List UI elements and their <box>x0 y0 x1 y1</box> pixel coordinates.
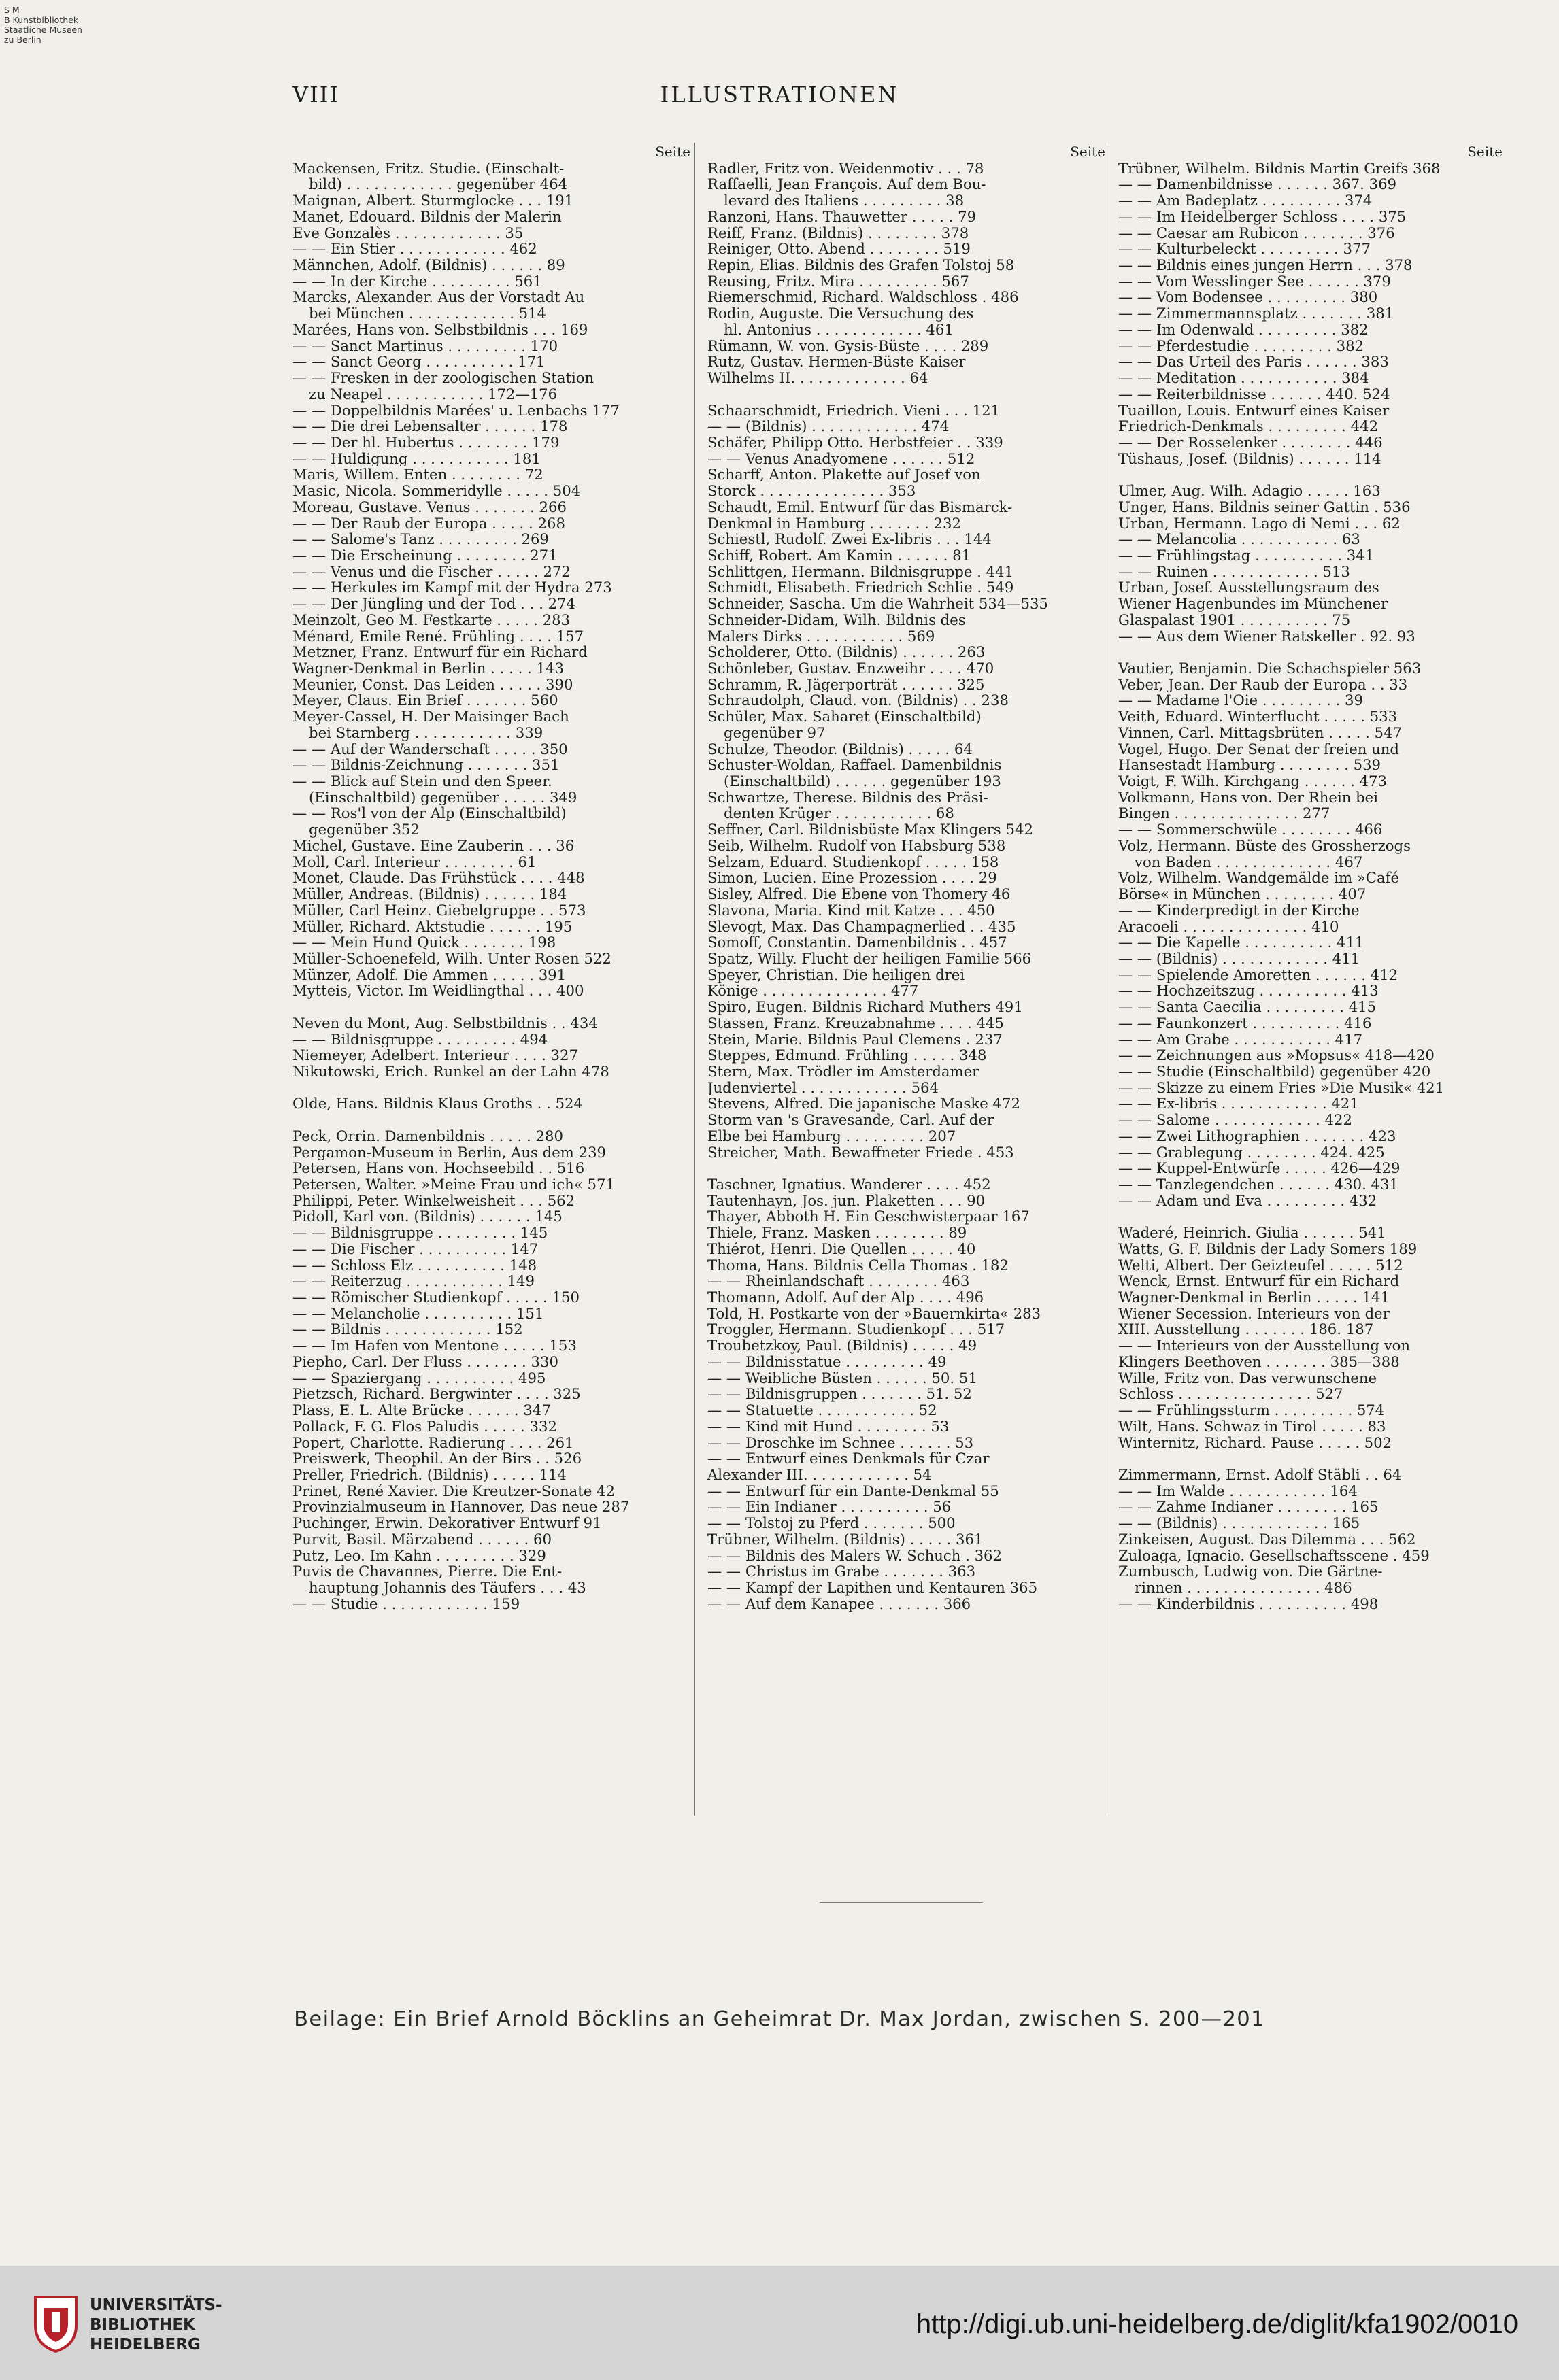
index-entry: — — Sommerschwüle . . . . . . . . 466 <box>1118 821 1383 838</box>
index-entry: — — Aus dem Wiener Ratskeller . 92. 93 <box>1118 628 1415 645</box>
university-name-line: BIBLIOTHEK <box>90 2316 195 2334</box>
index-entry: — — In der Kirche . . . . . . . . . 561 <box>292 273 542 290</box>
index-entry: Wagner-Denkmal in Berlin . . . . . 141 <box>1118 1289 1390 1306</box>
index-entry: — — Spielende Amoretten . . . . . . 412 <box>1118 966 1398 983</box>
index-entry: Puchinger, Erwin. Dekorativer Entwurf 91 <box>292 1515 602 1531</box>
index-entry: — — Frühlingssturm . . . . . . . . . 574 <box>1118 1402 1385 1418</box>
index-entry: Steppes, Edmund. Frühling . . . . . 348 <box>707 1047 987 1064</box>
index-entry: Olde, Hans. Bildnis Klaus Groths . . 524 <box>292 1095 583 1112</box>
letter-gap <box>707 386 1105 403</box>
index-entry: — — Grablegung . . . . . . . . 424. 425 <box>1118 1144 1385 1161</box>
digitization-footer <box>0 2266 1559 2380</box>
index-entry: Manet, Edouard. Bildnis der Malerin <box>292 208 562 225</box>
index-entry: — — Caesar am Rubicon . . . . . . . 376 <box>1118 224 1395 241</box>
index-entry: — — Faunkonzert . . . . . . . . . . 416 <box>1118 1015 1372 1032</box>
index-entry: — — Doppelbildnis Marées' u. Lenbachs 177 <box>292 402 620 419</box>
index-entry: Schneider-Didam, Wilh. Bildnis des <box>707 611 966 628</box>
index-entry: — — Römischer Studienkopf . . . . . 150 <box>292 1289 580 1306</box>
index-entry: bei Starnberg . . . . . . . . . . . 339 <box>309 724 543 741</box>
index-entry: — — Statuette . . . . . . . . . . . 52 <box>707 1402 937 1418</box>
index-entry: Taschner, Ignatius. Wanderer . . . . 452 <box>707 1176 991 1193</box>
letter-gap <box>292 999 690 1015</box>
index-entry: Seffner, Carl. Bildnisbüste Max Klingers 542 <box>707 821 1033 838</box>
index-entry: Hansestadt Hamburg . . . . . . . . 539 <box>1118 757 1381 774</box>
index-entry: Moreau, Gustave. Venus . . . . . . . 266 <box>292 498 567 515</box>
index-entry: — — Bildnisgruppen . . . . . . . 51. 52 <box>707 1386 972 1403</box>
index-entry: — — Reiterzug . . . . . . . . . . . 149 <box>292 1273 535 1290</box>
stamp-line: B Kunstbibliothek <box>4 14 79 25</box>
index-entry: — — Bildnis . . . . . . . . . . . . 152 <box>292 1321 523 1338</box>
page-number: VIII <box>292 82 340 107</box>
index-entry: bei München . . . . . . . . . . . . 514 <box>309 305 547 322</box>
index-entry: Volz, Wilhelm. Wandgemälde im »Café <box>1118 870 1399 887</box>
letter-gap <box>292 1080 690 1096</box>
index-entry: Elbe bei Hamburg . . . . . . . . . 207 <box>707 1127 956 1144</box>
index-entry: Schmidt, Elisabeth. Friedrich Schlie . 549 <box>707 579 1014 596</box>
index-entry: Schramm, R. Jägerporträt . . . . . . 325 <box>707 676 985 693</box>
seite-label: Seite <box>1070 143 1105 160</box>
index-entry: Selzam, Eduard. Studienkopf . . . . . 158 <box>707 853 999 870</box>
index-entry: — — (Bildnis) . . . . . . . . . . . . 411 <box>1118 950 1360 967</box>
index-entry: Waderé, Heinrich. Giulia . . . . . . 541 <box>1118 1225 1386 1241</box>
index-entry: Müller, Carl Heinz. Giebelgruppe . . 573 <box>292 902 586 919</box>
index-entry: Marées, Hans von. Selbstbildnis . . . 169 <box>292 321 588 338</box>
index-entry: Zuloaga, Ignacio. Gesellschaftsscene . 459 <box>1118 1547 1430 1564</box>
index-entry: Reiff, Franz. (Bildnis) . . . . . . . . 378 <box>707 224 969 241</box>
index-entry: Pollack, F. G. Flos Paludis . . . . . 332 <box>292 1418 557 1435</box>
university-name-line: UNIVERSITÄTS- <box>90 2296 222 2314</box>
index-entry: Schloss . . . . . . . . . . . . . . . 527 <box>1118 1386 1343 1403</box>
index-entry: Schuster-Woldan, Raffael. Damenbildnis <box>707 757 1002 774</box>
index-entry: Scharff, Anton. Plakette auf Josef von <box>707 466 981 483</box>
index-entry: Schönleber, Gustav. Enzweihr . . . . 470 <box>707 660 994 677</box>
index-entry: — — Im Hafen von Mentone . . . . . 153 <box>292 1338 577 1354</box>
index-entry: zu Neapel . . . . . . . . . . . 172—176 <box>309 386 558 403</box>
index-entry: — — Die drei Lebensalter . . . . . . 178 <box>292 418 568 435</box>
index-entry: Simon, Lucien. Eine Prozession . . . . 29 <box>707 870 997 887</box>
index-entry: von Baden . . . . . . . . . . . . . 467 <box>1135 853 1363 870</box>
index-entry: Müller, Richard. Aktstudie . . . . . . 195 <box>292 918 573 935</box>
index-entry: Putz, Leo. Im Kahn . . . . . . . . . 329 <box>292 1547 546 1564</box>
index-entry: — — Skizze zu einem Fries »Die Musik« 421 <box>1118 1079 1445 1096</box>
index-entry: Metzner, Franz. Entwurf für ein Richard <box>292 644 588 660</box>
index-entry: — — Meditation . . . . . . . . . . . 384 <box>1118 370 1369 386</box>
index-entry: — — Bildnisstatue . . . . . . . . . 49 <box>707 1353 947 1370</box>
index-entry: Voigt, F. Wilh. Kirchgang . . . . . . 473 <box>1118 773 1388 789</box>
index-entry: Popert, Charlotte. Radierung . . . . 261 <box>292 1434 574 1451</box>
university-name-line: HEIDELBERG <box>90 2336 201 2353</box>
index-entry: — — Sanct Georg . . . . . . . . . . 171 <box>292 354 546 371</box>
index-entry: Rodin, Auguste. Die Versuchung des <box>707 305 974 322</box>
index-entry: Tüshaus, Josef. (Bildnis) . . . . . . 114 <box>1118 450 1381 467</box>
university-name <box>90 2296 222 2355</box>
index-entry: Troggler, Hermann. Studienkopf . . . 517 <box>707 1321 1005 1338</box>
index-entry: — — Kind mit Hund . . . . . . . . 53 <box>707 1418 950 1435</box>
index-entry: — — Venus Anadyomene . . . . . . 512 <box>707 450 975 467</box>
index-entry: — — Zeichnungen aus »Mopsus« 418—420 <box>1118 1047 1435 1064</box>
letter-gap <box>1118 1450 1503 1467</box>
index-entry: — — Ein Indianer . . . . . . . . . . 56 <box>707 1499 952 1516</box>
index-entry: — — Ein Stier . . . . . . . . . . . . 462 <box>292 241 537 258</box>
index-entry: Niemeyer, Adelbert. Interieur . . . . 327 <box>292 1047 578 1064</box>
index-entry: — — Bildnisgruppe . . . . . . . . . 145 <box>292 1225 548 1241</box>
library-stamp <box>4 5 82 45</box>
index-entry: Männchen, Adolf. (Bildnis) . . . . . . 89 <box>292 257 565 273</box>
index-entry: — — Weibliche Büsten . . . . . . 50. 51 <box>707 1370 977 1387</box>
letter-gap <box>292 1112 690 1128</box>
index-entry: — — (Bildnis) . . . . . . . . . . . . 474 <box>707 418 950 435</box>
index-entry: — — Salome . . . . . . . . . . . . 422 <box>1118 1112 1352 1128</box>
index-entry: — — Auf der Wanderschaft . . . . . 350 <box>292 741 568 758</box>
index-entry: Plass, E. L. Alte Brücke . . . . . . 347 <box>292 1402 551 1418</box>
index-entry: Vogel, Hugo. Der Senat der freien und <box>1118 741 1399 758</box>
index-entry: Volkmann, Hans von. Der Rhein bei <box>1118 789 1378 806</box>
index-entry: Wagner-Denkmal in Berlin . . . . . 143 <box>292 660 564 677</box>
index-entry: hl. Antonius . . . . . . . . . . . . 461 <box>724 321 954 338</box>
index-entry: Eve Gonzalès . . . . . . . . . . . . 35 <box>292 224 524 241</box>
index-entry: — — Hochzeitszug . . . . . . . . . . 413 <box>1118 983 1379 1000</box>
index-entry: — — Adam und Eva . . . . . . . . . 432 <box>1118 1192 1377 1209</box>
index-entry: Stassen, Franz. Kreuzabnahme . . . . 445 <box>707 1015 1004 1032</box>
index-entry: — — Kulturbeleckt . . . . . . . . . 377 <box>1118 241 1371 258</box>
index-entry: Wille, Fritz von. Das verwunschene <box>1118 1370 1377 1387</box>
index-entry: (Einschaltbild) . . . . . . gegenüber 193 <box>724 773 1001 789</box>
index-entry: — — Studie . . . . . . . . . . . . 159 <box>292 1595 520 1612</box>
index-entry: Riemerschmid, Richard. Waldschloss . 486 <box>707 289 1019 306</box>
index-entry: Friedrich-Denkmals . . . . . . . . . 442 <box>1118 418 1379 435</box>
index-entry: Reusing, Fritz. Mira . . . . . . . . . 567 <box>707 273 969 290</box>
index-entry: Zinkeisen, August. Das Dilemma . . . 562 <box>1118 1531 1416 1548</box>
index-entry: Schlittgen, Hermann. Bildnisgruppe . 441 <box>707 563 1014 580</box>
index-entry: Trübner, Wilhelm. (Bildnis) . . . . . 361 <box>707 1531 984 1548</box>
index-entry: Storm van 's Gravesande, Carl. Auf der <box>707 1112 994 1128</box>
index-entry: — — Frühlingstag . . . . . . . . . . 341 <box>1118 547 1375 564</box>
source-url-link[interactable]: http://digi.ub.uni-heidelberg.de/diglit/kfa1902/0010 <box>916 2309 1518 2339</box>
index-entry: Tuaillon, Louis. Entwurf eines Kaiser <box>1118 402 1390 419</box>
index-entry: — — Vom Bodensee . . . . . . . . . 380 <box>1118 289 1378 306</box>
index-entry: Stern, Max. Trödler im Amsterdamer <box>707 1063 979 1080</box>
index-entry: — — Ruinen . . . . . . . . . . . . 513 <box>1118 563 1350 580</box>
index-entry: Alexander III. . . . . . . . . . . . 54 <box>707 1466 932 1483</box>
index-entry: Slevogt, Max. Das Champagnerlied . . 435 <box>707 918 1016 935</box>
index-entry: (Einschaltbild) gegenüber . . . . . 349 <box>309 789 577 806</box>
index-entry: hauptung Johannis des Täufers . . . 43 <box>309 1579 586 1596</box>
index-entry: Veber, Jean. Der Raub der Europa . . 33 <box>1118 676 1408 693</box>
seite-label: Seite <box>1467 143 1503 160</box>
index-entry: Schaudt, Emil. Entwurf für das Bismarck- <box>707 498 1013 515</box>
index-entry: Raffaelli, Jean François. Auf dem Bou- <box>707 176 986 193</box>
index-entry: Spiro, Eugen. Bildnis Richard Muthers 491 <box>707 999 1023 1015</box>
index-entry: — — Bildnisgruppe . . . . . . . . . 494 <box>292 1031 548 1048</box>
index-entry: Marcks, Alexander. Aus der Vorstadt Au <box>292 289 585 306</box>
index-entry: Urban, Josef. Ausstellungsraum des <box>1118 579 1379 596</box>
index-entry: — — Damenbildnisse . . . . . . 367. 369 <box>1118 176 1397 193</box>
index-entry: — — Der Rosselenker . . . . . . . . 446 <box>1118 434 1383 451</box>
index-entry: — — Im Odenwald . . . . . . . . . 382 <box>1118 321 1369 338</box>
index-entry: Somoff, Constantin. Damenbildnis . . 457 <box>707 934 1007 951</box>
index-entry: Wiener Hagenbundes im Münchener <box>1118 596 1388 612</box>
index-entry: — — Melancholie . . . . . . . . . . 151 <box>292 1305 544 1322</box>
index-entry: Pietzsch, Richard. Bergwinter . . . . 325 <box>292 1386 581 1403</box>
index-entry: Troubetzkoy, Paul. (Bildnis) . . . . . 49 <box>707 1338 977 1354</box>
index-entry: Piepho, Carl. Der Fluss . . . . . . . 330 <box>292 1353 558 1370</box>
index-entry: Ulmer, Aug. Wilh. Adagio . . . . . 163 <box>1118 483 1381 499</box>
index-entry: — — Die Kapelle . . . . . . . . . . 411 <box>1118 934 1364 951</box>
index-entry: Pergamon-Museum in Berlin, Aus dem 239 <box>292 1144 607 1161</box>
index-entry: — — Salome's Tanz . . . . . . . . . 269 <box>292 531 549 547</box>
index-entry: Tautenhayn, Jos. jun. Plaketten . . . 90 <box>707 1192 986 1209</box>
index-entry: — — Vom Wesslinger See . . . . . . 379 <box>1118 273 1391 290</box>
index-entry: — — Venus und die Fischer . . . . . 272 <box>292 563 571 580</box>
index-entry: — — Der Jüngling und der Tod . . . 274 <box>292 596 576 612</box>
index-entry: — — Mein Hund Quick . . . . . . . 198 <box>292 934 556 951</box>
index-entry: Watts, G. F. Bildnis der Lady Somers 189 <box>1118 1240 1418 1257</box>
index-entry: Glaspalast 1901 . . . . . . . . . . 75 <box>1118 611 1351 628</box>
letter-gap <box>1118 644 1503 660</box>
index-entry: Könige . . . . . . . . . . . . . . 477 <box>707 983 919 1000</box>
index-entry: — — Rheinlandschaft . . . . . . . . 463 <box>707 1273 970 1290</box>
stamp-line: Staatliche Museen <box>4 24 82 35</box>
index-entry: — — Auf dem Kanapee . . . . . . . 366 <box>707 1595 971 1612</box>
index-entry: — — Droschke im Schnee . . . . . . 53 <box>707 1434 974 1451</box>
index-entry: — — Studie (Einschaltbild) gegenüber 420 <box>1118 1063 1431 1080</box>
index-entry: — — Das Urteil des Paris . . . . . . 383 <box>1118 354 1389 371</box>
index-entry: Thiérot, Henri. Die Quellen . . . . . 40 <box>707 1240 976 1257</box>
index-entry: — — Pferdestudie . . . . . . . . . 382 <box>1118 337 1364 354</box>
index-entry: Seib, Wilhelm. Rudolf von Habsburg 538 <box>707 837 1006 854</box>
index-entry: gegenüber 97 <box>724 724 826 741</box>
index-entry: Pidoll, Karl von. (Bildnis) . . . . . . 145 <box>292 1208 563 1225</box>
index-entry: Klingers Beethoven . . . . . . . 385—388 <box>1118 1353 1400 1370</box>
index-entry: Schwartze, Therese. Bildnis des Präsi- <box>707 789 988 806</box>
index-entry: Puvis de Chavannes, Pierre. Die Ent- <box>292 1563 563 1580</box>
index-entry: Ranzoni, Hans. Thauwetter . . . . . 79 <box>707 208 977 225</box>
index-entry: Schiff, Robert. Am Kamin . . . . . . 81 <box>707 547 971 564</box>
index-entry: Purvit, Basil. Märzabend . . . . . . 60 <box>292 1531 552 1548</box>
index-entry: Preller, Friedrich. (Bildnis) . . . . . 114 <box>292 1466 567 1483</box>
index-entry: — — Bildnis eines jungen Herrn . . . 378 <box>1118 257 1413 273</box>
index-entry: Münzer, Adolf. Die Ammen . . . . . 391 <box>292 966 567 983</box>
index-entry: — — Kuppel-Entwürfe . . . . . 426—429 <box>1118 1160 1401 1176</box>
index-entry: — — Entwurf für ein Dante-Denkmal 55 <box>707 1482 999 1499</box>
index-entry: Ménard, Emile René. Frühling . . . . 157 <box>292 628 584 645</box>
index-entry: Prinet, René Xavier. Die Kreutzer-Sonate 42 <box>292 1482 615 1499</box>
index-entry: — — Entwurf eines Denkmals für Czar <box>707 1450 990 1467</box>
index-entry: — — Der hl. Hubertus . . . . . . . . 179 <box>292 434 560 451</box>
index-entry: Zumbusch, Ludwig von. Die Gärtne- <box>1118 1563 1383 1580</box>
index-entry: Thoma, Hans. Bildnis Cella Thomas . 182 <box>707 1257 1009 1274</box>
index-entry: Preiswerk, Theophil. An der Birs . . 526 <box>292 1450 582 1467</box>
index-entry: — — Der Raub der Europa . . . . . 268 <box>292 515 565 532</box>
index-entry: Mytteis, Victor. Im Weidlingthal . . . 400 <box>292 983 584 1000</box>
index-entry: Reiniger, Otto. Abend . . . . . . . . 519 <box>707 241 971 258</box>
index-entry: Slavona, Maria. Kind mit Katze . . . 450 <box>707 902 995 919</box>
index-entry: Börse« in München . . . . . . . . 407 <box>1118 886 1367 902</box>
index-entry: Welti, Albert. Der Geizteufel . . . . . 512 <box>1118 1257 1403 1274</box>
index-entry: — — Spaziergang . . . . . . . . . . 495 <box>292 1370 546 1387</box>
index-entry: — — Fresken in der zoologischen Station <box>292 370 594 386</box>
index-entry: Provinzialmuseum in Hannover, Das neue 287 <box>292 1499 630 1516</box>
index-entry: Thomann, Adolf. Auf der Alp . . . . 496 <box>707 1289 984 1306</box>
column-divider <box>694 143 695 1816</box>
index-entry: Denkmal in Hamburg . . . . . . . 232 <box>707 515 961 532</box>
index-entry: Speyer, Christian. Die heiligen drei <box>707 966 965 983</box>
index-entry: Meyer, Claus. Ein Brief . . . . . . . 560 <box>292 692 558 709</box>
index-entry: — — Zwei Lithographien . . . . . . . 423 <box>1118 1127 1396 1144</box>
section-divider <box>820 1902 983 1903</box>
page-title: ILLUSTRATIONEN <box>660 82 899 107</box>
index-entry: Meyer-Cassel, H. Der Maisinger Bach <box>292 709 569 725</box>
index-entry: Maris, Willem. Enten . . . . . . . . 72 <box>292 466 543 483</box>
letter-gap <box>1118 466 1503 483</box>
index-entry: — — Christus im Grabe . . . . . . . 363 <box>707 1563 976 1580</box>
index-entry: — — Die Erscheinung . . . . . . . . 271 <box>292 547 558 564</box>
index-entry: — — Die Fischer . . . . . . . . . . 147 <box>292 1240 539 1257</box>
index-entry: Unger, Hans. Bildnis seiner Gattin . 536 <box>1118 498 1411 515</box>
index-entry: Schiestl, Rudolf. Zwei Ex-libris . . . 144 <box>707 531 992 547</box>
index-entry: — — Santa Caecilia . . . . . . . . . 415 <box>1118 999 1377 1015</box>
stamp-line: zu Berlin <box>4 34 41 45</box>
index-entry: Aracoeli . . . . . . . . . . . . . . 410 <box>1118 918 1339 935</box>
index-entry: — — Im Heidelberger Schloss . . . . 375 <box>1118 208 1407 225</box>
index-entry: Nikutowski, Erich. Runkel an der Lahn 478 <box>292 1063 609 1080</box>
index-entry: Spatz, Willy. Flucht der heiligen Familie 566 <box>707 950 1032 967</box>
index-entry: Bingen . . . . . . . . . . . . . . 277 <box>1118 805 1330 822</box>
index-entry: — — Ros'l von der Alp (Einschaltbild) <box>292 805 567 822</box>
index-entry: Maignan, Albert. Sturmglocke . . . 191 <box>292 192 574 209</box>
index-entry: — — Madame l'Oie . . . . . . . . . 39 <box>1118 692 1363 709</box>
index-entry: Moll, Carl. Interieur . . . . . . . . 61 <box>292 853 537 870</box>
index-entry: Stein, Marie. Bildnis Paul Clemens . 237 <box>707 1031 1003 1048</box>
index-entry: Schäfer, Philipp Otto. Herbstfeier . . 339 <box>707 434 1003 451</box>
index-entry: — — Schloss Elz . . . . . . . . . . 148 <box>292 1257 537 1274</box>
index-entry: — — Herkules im Kampf mit der Hydra 273 <box>292 579 612 596</box>
index-entry: denten Krüger . . . . . . . . . . . 68 <box>724 805 954 822</box>
index-entry: — — Kampf der Lapithen und Kentauren 365 <box>707 1579 1037 1596</box>
index-entry: — — Huldigung . . . . . . . . . . . 181 <box>292 450 541 467</box>
index-entry: Meinzolt, Geo M. Festkarte . . . . . 283 <box>292 611 571 628</box>
index-entry: Schaarschmidt, Friedrich. Vieni . . . 121 <box>707 402 1001 419</box>
index-entry: — — (Bildnis) . . . . . . . . . . . . 165 <box>1118 1515 1360 1531</box>
index-entry: — — Zimmermannsplatz . . . . . . . 381 <box>1118 305 1394 322</box>
stamp-line: S M <box>4 5 20 15</box>
index-entry: Mackensen, Fritz. Studie. (Einschalt- <box>292 160 565 177</box>
seite-label: Seite <box>655 143 690 160</box>
index-entry: Petersen, Walter. »Meine Frau und ich« 571 <box>292 1176 615 1193</box>
index-entry: — — Interieurs von der Ausstellung von <box>1118 1338 1411 1354</box>
index-entry: — — Bildnis-Zeichnung . . . . . . . 351 <box>292 757 560 774</box>
index-entry: Zimmermann, Ernst. Adolf Stäbli . . 64 <box>1118 1466 1402 1483</box>
index-entry: Winternitz, Richard. Pause . . . . . 502 <box>1118 1434 1392 1451</box>
index-entry: bild) . . . . . . . . . . . . gegenüber 464 <box>309 176 568 193</box>
index-entry: Veith, Eduard. Winterflucht . . . . . 533 <box>1118 709 1398 725</box>
university-seal-icon <box>29 2292 83 2353</box>
index-entry: Streicher, Math. Bewaffneter Friede . 453 <box>707 1144 1014 1161</box>
index-entry: — — Sanct Martinus . . . . . . . . . 170 <box>292 337 558 354</box>
index-entry: Peck, Orrin. Damenbildnis . . . . . 280 <box>292 1127 563 1144</box>
index-entry: — — Blick auf Stein und den Speer. <box>292 773 552 789</box>
index-entry: — — Zahme Indianer . . . . . . . . 165 <box>1118 1499 1379 1516</box>
index-entry: XIII. Ausstellung . . . . . . . 186. 187 <box>1118 1321 1374 1338</box>
index-entry: rinnen . . . . . . . . . . . . . . . 486 <box>1135 1579 1352 1596</box>
supplement-note: Beilage: Ein Brief Arnold Böcklins an Geheimrat Dr. Max Jordan, zwischen S. 200—201 <box>294 2007 1265 2031</box>
index-entry: Judenviertel . . . . . . . . . . . . 564 <box>707 1079 939 1096</box>
letter-gap <box>707 1160 1105 1176</box>
index-entry: Schüler, Max. Saharet (Einschaltbild) <box>707 709 982 725</box>
index-entry: — — Am Grabe . . . . . . . . . . . 417 <box>1118 1031 1363 1048</box>
index-entry: levard des Italiens . . . . . . . . . 38 <box>724 192 965 209</box>
index-entry: Sisley, Alfred. Die Ebene von Thomery 46 <box>707 886 1011 902</box>
index-column-2 <box>707 144 1105 1612</box>
index-entry: Neven du Mont, Aug. Selbstbildnis . . 434 <box>292 1015 598 1032</box>
index-column-3 <box>1118 144 1503 1612</box>
index-entry: Schneider, Sascha. Um die Wahrheit 534—535 <box>707 596 1048 612</box>
index-entry: Vinnen, Carl. Mittagsbrüten . . . . . 547 <box>1118 724 1402 741</box>
index-entry: Vautier, Benjamin. Die Schachspieler 563 <box>1118 660 1422 677</box>
letter-gap <box>1118 1208 1503 1225</box>
index-entry: Müller-Schoenefeld, Wilh. Unter Rosen 522 <box>292 950 611 967</box>
index-entry: Thayer, Abboth H. Ein Geschwisterpaar 167 <box>707 1208 1030 1225</box>
index-entry: Thiele, Franz. Masken . . . . . . . . 89 <box>707 1225 967 1241</box>
index-entry: — — Im Walde . . . . . . . . . . . 164 <box>1118 1482 1358 1499</box>
index-entry: — — Tolstoj zu Pferd . . . . . . . 500 <box>707 1515 956 1531</box>
index-entry: Monet, Claude. Das Frühstück . . . . 448 <box>292 870 585 887</box>
index-entry: — — Kinderbildnis . . . . . . . . . . 498 <box>1118 1595 1379 1612</box>
index-column-1 <box>292 144 690 1612</box>
index-entry: Wilt, Hans. Schwaz in Tirol . . . . . 83 <box>1118 1418 1386 1435</box>
index-entry: Trübner, Wilhelm. Bildnis Martin Greifs 368 <box>1118 160 1441 177</box>
index-entry: Storck . . . . . . . . . . . . . . 353 <box>707 483 916 499</box>
index-entry: Scholderer, Otto. (Bildnis) . . . . . . 263 <box>707 644 986 660</box>
index-entry: Stevens, Alfred. Die japanische Maske 472 <box>707 1095 1020 1112</box>
index-entry: Urban, Hermann. Lago di Nemi . . . 62 <box>1118 515 1401 532</box>
index-entry: Rümann, W. von. Gysis-Büste . . . . 289 <box>707 337 989 354</box>
index-entry: Meunier, Const. Das Leiden . . . . . 390 <box>292 676 573 693</box>
index-entry: — — Tanzlegendchen . . . . . . 430. 431 <box>1118 1176 1398 1193</box>
index-entry: Repin, Elias. Bildnis des Grafen Tolstoj 58 <box>707 257 1015 273</box>
index-entry: — — Bildnis des Malers W. Schuch . 362 <box>707 1547 1003 1564</box>
index-entry: Volz, Hermann. Büste des Grossherzogs <box>1118 837 1411 854</box>
index-entry: — — Reiterbildnisse . . . . . . 440. 524 <box>1118 386 1390 403</box>
index-entry: Michel, Gustave. Eine Zauberin . . . 36 <box>292 837 575 854</box>
index-entry: Radler, Fritz von. Weidenmotiv . . . 78 <box>707 160 984 177</box>
index-entry: — — Ex-libris . . . . . . . . . . . . 421 <box>1118 1095 1359 1112</box>
index-entry: Philippi, Peter. Winkelweisheit . . . 562 <box>292 1192 575 1209</box>
index-entry: Malers Dirks . . . . . . . . . . . 569 <box>707 628 935 645</box>
index-entry: Schraudolph, Claud. von. (Bildnis) . . 238 <box>707 692 1009 709</box>
index-entry: gegenüber 352 <box>309 821 420 838</box>
index-entry: Müller, Andreas. (Bildnis) . . . . . . 184 <box>292 886 567 902</box>
index-entry: Told, H. Postkarte von der »Bauernkirta« 283 <box>707 1305 1041 1322</box>
index-entry: Schulze, Theodor. (Bildnis) . . . . . 64 <box>707 741 973 758</box>
index-entry: — — Melancolia . . . . . . . . . . . 63 <box>1118 531 1360 547</box>
index-entry: — — Kinderpredigt in der Kirche <box>1118 902 1360 919</box>
index-entry: Masic, Nicola. Sommeridylle . . . . . 504 <box>292 483 581 499</box>
index-entry: Petersen, Hans von. Hochseebild . . 516 <box>292 1160 585 1176</box>
index-entry: Rutz, Gustav. Hermen-Büste Kaiser <box>707 354 966 371</box>
index-entry: — — Am Badeplatz . . . . . . . . . 374 <box>1118 192 1373 209</box>
index-entry: Wenck, Ernst. Entwurf für ein Richard <box>1118 1273 1400 1290</box>
index-entry: Wiener Secession. Interieurs von der <box>1118 1305 1390 1322</box>
index-entry: Wilhelms II. . . . . . . . . . . . . 64 <box>707 370 928 386</box>
